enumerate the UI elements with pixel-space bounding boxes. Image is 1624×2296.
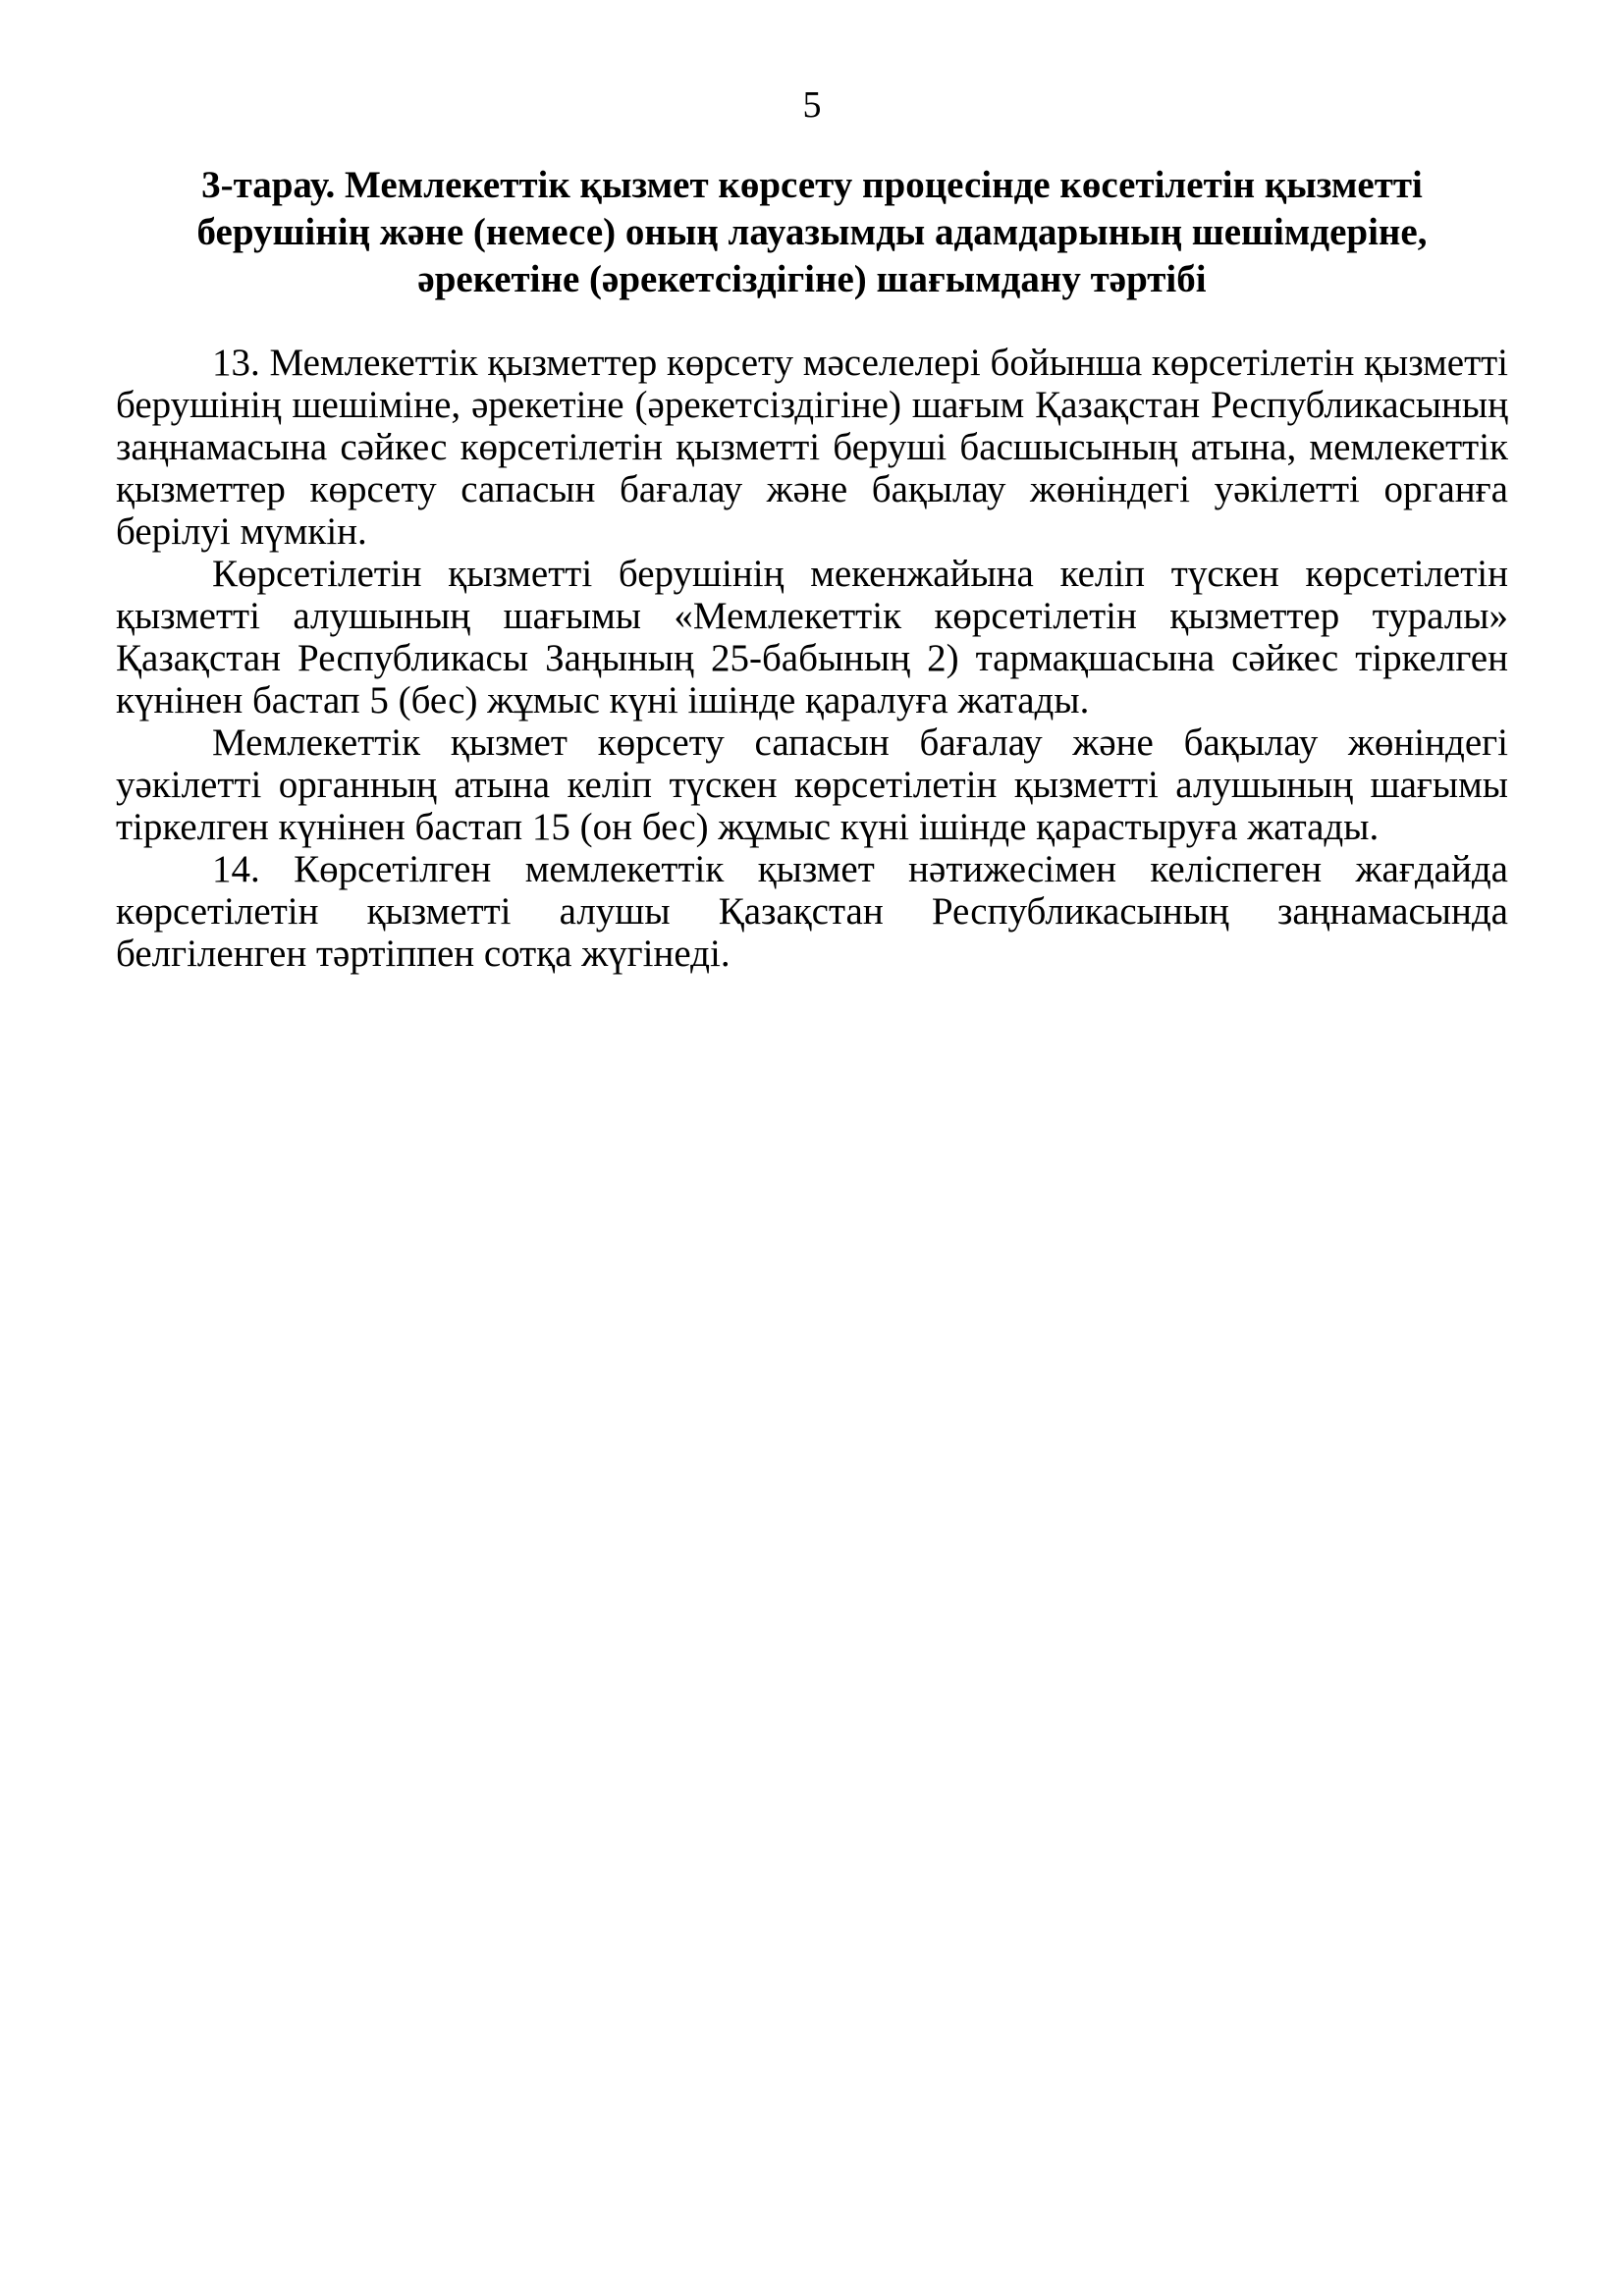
document-body (116, 342, 1508, 975)
paragraph-14: 14. Көрсетілген мемлекеттік қызмет нәтижесімен келіспеген жағдайда көрсетілетін қызметті алушы Қазақстан Республикасының заңнамасында белгіленген тәртіппен сотқа жүгінеді. (116, 848, 1508, 975)
paragraph-13: 13. Мемлекеттік қызметтер көрсету мәселелері бойынша көрсетілетін қызметті берушінің шешіміне, әрекетіне (әрекетсіздігіне) шағым Қазақстан Республикасының заңнамасына сәйкес көрсетілетін қызметті беруші басшысының атына, мемлекеттік қызметтер көрсету сапасын бағалау және бақылау жөніндегі уәкілетті органға берілуі мүмкін. (116, 342, 1509, 553)
paragraph-complaint-provider: Көрсетілетін қызметті берушінің мекенжайына келіп түскен көрсетілетін қызметті алушының шағымы «Мемлекеттік көрсетілетін қызметтер туралы» Қазақстан Республикасы Заңының 25-бабының 2) тармақшасына сәйкес тіркелген күнінен бастап 5 (бес) жұмыс күні ішінде қаралуға жатады. (116, 553, 1508, 721)
paragraph-complaint-authority: Мемлекеттік қызмет көрсету сапасын бағалау және бақылау жөніндегі уәкілетті органның атына келіп түскен көрсетілетін қызметті алушының шағымы тіркелген күнінен бастап 15 (он бес) жұмыс күні ішінде қарастыруға жатады. (116, 721, 1508, 848)
chapter-heading: 3-тарау. Мемлекеттік қызмет көрсету процесінде көсетілетін қызметті берушінің және (немесе) оның лауазымды адамдарының шешімдеріне, әрекетіне (әрекетсіздігіне) шағымдану тәртібі (196, 164, 1428, 300)
page-number: 5 (802, 84, 822, 126)
